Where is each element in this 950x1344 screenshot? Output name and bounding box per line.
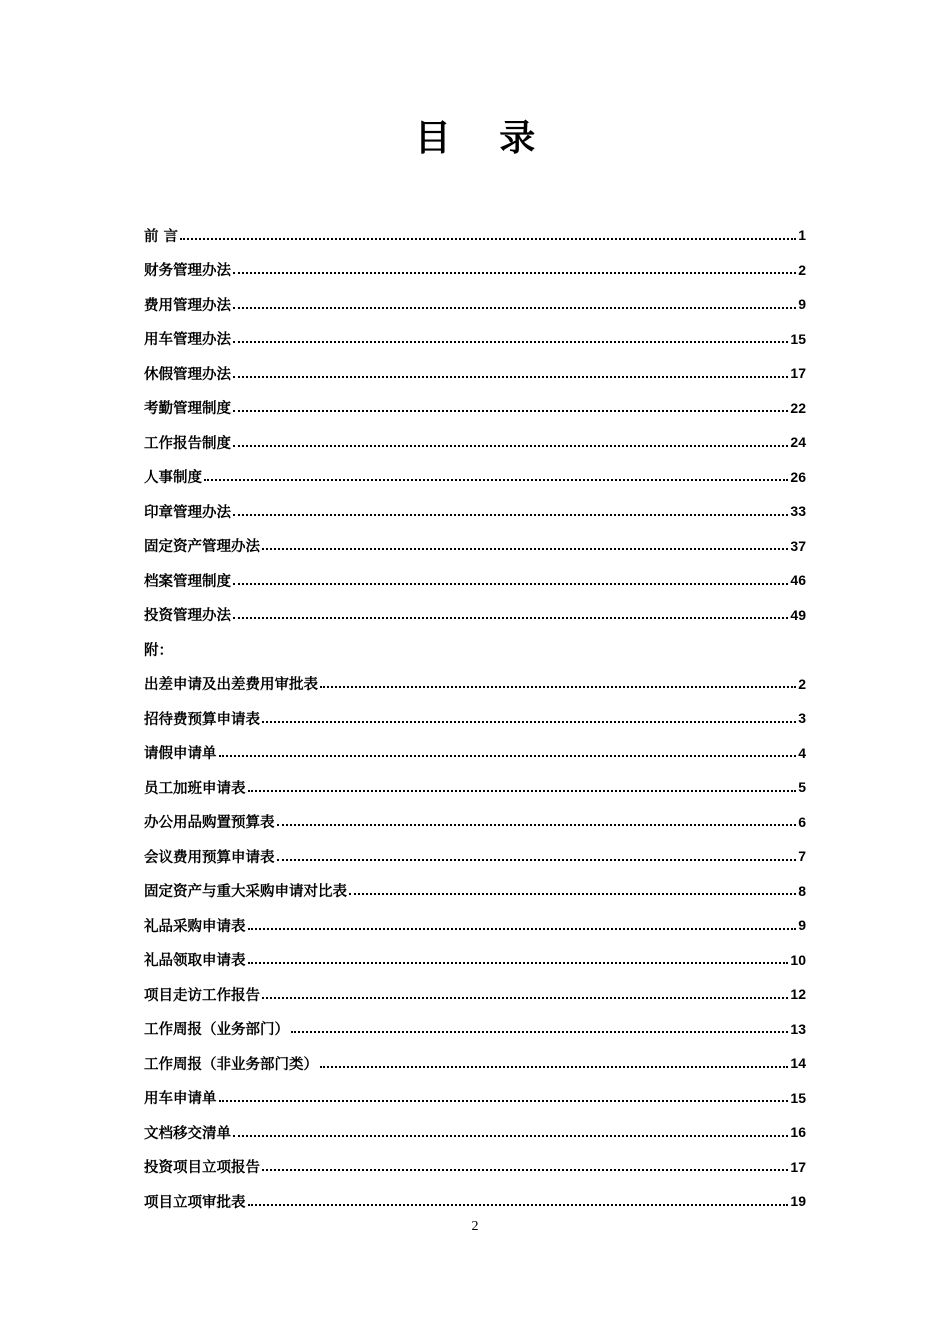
toc-entry-page: 2 (798, 261, 806, 278)
toc-entry-label: 费用管理办法 (144, 297, 231, 314)
toc-dot-leader (277, 823, 797, 826)
toc-entry-label: 用车管理办法 (144, 332, 231, 349)
toc-entry-page: 10 (790, 951, 806, 968)
toc-entry[interactable] (144, 356, 806, 391)
toc-entry-page: 1 (798, 227, 806, 244)
toc-dot-leader (233, 616, 788, 619)
toc-entry-page: 13 (790, 1020, 806, 1037)
toc-dot-leader (262, 996, 788, 999)
toc-entry-page: 15 (790, 1089, 806, 1106)
toc-entry-page: 4 (798, 744, 806, 761)
toc-entry-label: 请假申请单 (144, 746, 217, 763)
toc-entry-page: 9 (798, 917, 806, 934)
toc-entry-label: 投资项目立项报告 (144, 1160, 260, 1177)
toc-entry-label: 档案管理制度 (144, 573, 231, 590)
page-number: 2 (471, 1219, 479, 1234)
toc-dot-leader (233, 1134, 788, 1137)
table-of-contents (144, 218, 806, 1219)
toc-entry-page: 5 (798, 779, 806, 796)
toc-entry[interactable] (144, 529, 806, 564)
toc-entry-label: 工作报告制度 (144, 435, 231, 452)
toc-entry[interactable] (144, 770, 806, 805)
toc-entry-label: 礼品领取申请表 (144, 953, 246, 970)
toc-entry-page: 17 (790, 1158, 806, 1175)
toc-entry-page: 17 (790, 365, 806, 382)
toc-entry-page: 19 (790, 1193, 806, 1210)
toc-entry-page: 3 (798, 710, 806, 727)
toc-entry-page: 8 (798, 882, 806, 899)
toc-dot-leader (248, 789, 797, 792)
toc-entry[interactable] (144, 287, 806, 322)
toc-entry-label: 文档移交清单 (144, 1125, 231, 1142)
toc-appendix-label: 附： (144, 642, 173, 659)
toc-dot-leader (262, 547, 788, 550)
toc-entry[interactable] (144, 1046, 806, 1081)
toc-entry[interactable] (144, 1012, 806, 1047)
toc-entry[interactable] (144, 908, 806, 943)
toc-entry-page: 26 (790, 468, 806, 485)
toc-entry[interactable] (144, 701, 806, 736)
toc-entry[interactable] (144, 322, 806, 357)
toc-entry-page: 12 (790, 986, 806, 1003)
toc-entry-label: 用车申请单 (144, 1091, 217, 1108)
toc-entry[interactable] (144, 494, 806, 529)
toc-entry-label: 固定资产管理办法 (144, 539, 260, 556)
toc-entry[interactable] (144, 218, 806, 253)
toc-entry[interactable] (144, 667, 806, 702)
toc-entry-page: 16 (790, 1124, 806, 1141)
toc-entry[interactable] (144, 736, 806, 771)
toc-entry[interactable] (144, 1184, 806, 1219)
toc-entry[interactable] (144, 1115, 806, 1150)
toc-entry-page: 46 (790, 572, 806, 589)
toc-dot-leader (248, 927, 797, 930)
toc-dot-leader (219, 1099, 789, 1102)
toc-entry[interactable] (144, 598, 806, 633)
toc-entry[interactable] (144, 1150, 806, 1185)
toc-entry-label: 印章管理办法 (144, 504, 231, 521)
toc-dot-leader (262, 720, 796, 723)
toc-dot-leader (320, 685, 796, 688)
toc-entry-page: 15 (790, 330, 806, 347)
toc-dot-leader (248, 961, 789, 964)
toc-entry-page: 9 (798, 296, 806, 313)
toc-appendix-heading (144, 632, 806, 667)
toc-dot-leader (349, 892, 796, 895)
toc-dot-leader (277, 858, 797, 861)
toc-entry-label: 办公用品购置预算表 (144, 815, 275, 832)
toc-entry[interactable] (144, 253, 806, 288)
toc-entry[interactable] (144, 839, 806, 874)
toc-dot-leader (262, 1168, 788, 1171)
toc-entry-label: 财务管理办法 (144, 263, 231, 280)
toc-dot-leader (248, 1203, 789, 1206)
toc-dot-leader (219, 754, 797, 757)
toc-entry-label: 考勤管理制度 (144, 401, 231, 418)
toc-dot-leader (233, 409, 788, 412)
toc-dot-leader (233, 271, 796, 274)
toc-dot-leader (204, 478, 788, 481)
toc-dot-leader (180, 237, 796, 240)
toc-entry-page: 2 (798, 675, 806, 692)
toc-entry-label: 工作周报（业务部门） (144, 1022, 289, 1039)
toc-entry-label: 投资管理办法 (144, 608, 231, 625)
toc-entry-label: 休假管理办法 (144, 366, 231, 383)
toc-entry-page: 33 (790, 503, 806, 520)
toc-entry[interactable] (144, 977, 806, 1012)
toc-entry[interactable] (144, 1081, 806, 1116)
toc-entry[interactable] (144, 460, 806, 495)
toc-entry-page: 37 (790, 537, 806, 554)
toc-entry-label: 员工加班申请表 (144, 780, 246, 797)
toc-entry-label: 固定资产与重大采购申请对比表 (144, 884, 347, 901)
toc-entry-label: 工作周报（非业务部门类） (144, 1056, 318, 1073)
toc-entry-label: 项目立项审批表 (144, 1194, 246, 1211)
toc-entry-page: 6 (798, 813, 806, 830)
toc-entry-label: 前 言 (144, 228, 179, 245)
toc-entry-label: 礼品采购申请表 (144, 918, 246, 935)
toc-entry-page: 22 (790, 399, 806, 416)
toc-entry[interactable] (144, 943, 806, 978)
toc-entry[interactable] (144, 874, 806, 909)
toc-entry[interactable] (144, 391, 806, 426)
toc-entry-label: 项目走访工作报告 (144, 987, 260, 1004)
toc-dot-leader (233, 306, 796, 309)
toc-entry-page: 7 (798, 848, 806, 865)
page-title: 目 录 (414, 118, 554, 159)
toc-entry-page: 14 (790, 1055, 806, 1072)
toc-entry-label: 招待费预算申请表 (144, 711, 260, 728)
toc-dot-leader (233, 375, 788, 378)
toc-dot-leader (320, 1065, 788, 1068)
toc-dot-leader (291, 1030, 788, 1033)
toc-entry-label: 出差申请及出差费用审批表 (144, 677, 318, 694)
toc-entry-label: 会议费用预算申请表 (144, 849, 275, 866)
toc-dot-leader (233, 582, 788, 585)
toc-dot-leader (233, 444, 788, 447)
toc-entry[interactable] (144, 425, 806, 460)
toc-entry[interactable] (144, 805, 806, 840)
toc-dot-leader (233, 340, 788, 343)
toc-entry-page: 24 (790, 434, 806, 451)
toc-entry-label: 人事制度 (144, 470, 202, 487)
toc-entry[interactable] (144, 563, 806, 598)
toc-entry-page: 49 (790, 606, 806, 623)
toc-dot-leader (233, 513, 788, 516)
